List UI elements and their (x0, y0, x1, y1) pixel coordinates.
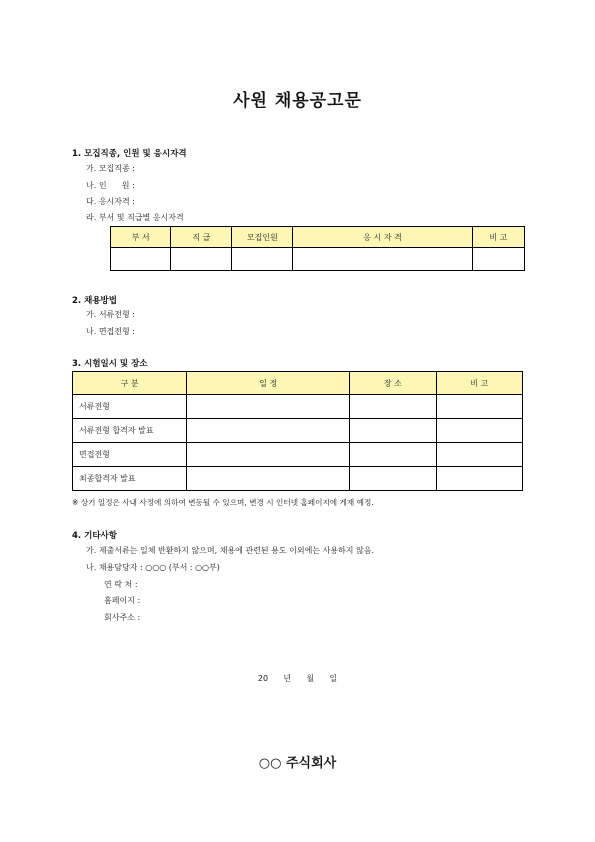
section-2-heading: 2. 채용방법 (72, 296, 117, 306)
table-cell (436, 395, 522, 419)
table-header: 비 고 (472, 227, 524, 248)
section-3-heading: 3. 시험일시 및 장소 (72, 359, 148, 369)
table-row-label: 면접전형 (73, 443, 187, 467)
table-header: 구 분 (73, 372, 187, 395)
table-header: 장 소 (350, 372, 436, 395)
table-cell (187, 395, 350, 419)
table-cell (436, 443, 522, 467)
table-row (73, 467, 523, 491)
table-cell (436, 467, 522, 491)
company-name: ○○ 주식회사 (258, 756, 337, 771)
table-row-label: 서류전형 (73, 395, 187, 419)
table-header: 부 서 (111, 227, 171, 248)
section-1-item: 라. 부서 및 직급별 응시자격 (86, 213, 184, 222)
table-header: 직 급 (171, 227, 232, 248)
schedule-table (72, 371, 523, 491)
table-cell (187, 419, 350, 443)
table-header: 일 정 (187, 372, 350, 395)
table-cell (232, 248, 293, 271)
table-row (73, 443, 523, 467)
table-cell (350, 443, 436, 467)
table-row (73, 395, 523, 419)
table-cell (472, 248, 524, 271)
table-cell (350, 467, 436, 491)
table-cell (436, 419, 522, 443)
section-4-item: 가. 제출서류는 일체 반환하지 않으며, 채용에 관련된 용도 이외에는 사용하지 않음. (86, 546, 375, 555)
table-row-label: 서류전형 합격자 발표 (73, 419, 187, 443)
issue-date: 20 년 월 일 (257, 674, 338, 683)
table-cell (187, 443, 350, 467)
table-header: 비 고 (436, 372, 522, 395)
section-4-item: 나. 채용담당자 : ○○○ (부서 : ○○부) (86, 563, 220, 572)
table-header: 모집인원 (232, 227, 293, 248)
table-cell (350, 395, 436, 419)
table-cell (171, 248, 232, 271)
table-cell (293, 248, 472, 271)
schedule-note: ※ 상기 일정은 사내 사정에 의하여 변동될 수 있으며, 변경 시 인터넷 홈페이지에 게재 예정. (72, 498, 374, 507)
table-row (73, 419, 523, 443)
section-1-item: 나. 인 원 : (86, 181, 135, 190)
table-header-row (111, 227, 525, 248)
section-4-subitem: 회사주소 : (104, 613, 141, 622)
section-4-heading: 4. 기타사항 (72, 531, 117, 541)
section-1-heading: 1. 모집직종, 인원 및 응시자격 (72, 149, 187, 159)
section-2-item: 가. 서류전형 : (86, 310, 135, 319)
page-title: 사원 채용공고문 (233, 91, 362, 111)
section-1-item: 다. 응시자격 : (86, 197, 135, 206)
table-row-label: 최종합격자 발표 (73, 467, 187, 491)
section-4-subitem: 연 락 처 : (104, 580, 138, 589)
section-1-item: 가. 모집직종 : (86, 164, 135, 173)
table-row (111, 248, 525, 271)
table-cell (187, 467, 350, 491)
table-header: 응 시 자 격 (293, 227, 472, 248)
table-cell (350, 419, 436, 443)
table-header-row (73, 372, 523, 395)
section-4-subitem: 홈페이지 : (104, 596, 141, 605)
qualification-table (110, 226, 525, 271)
table-cell (111, 248, 171, 271)
section-2-item: 나. 면접전형 : (86, 327, 135, 336)
